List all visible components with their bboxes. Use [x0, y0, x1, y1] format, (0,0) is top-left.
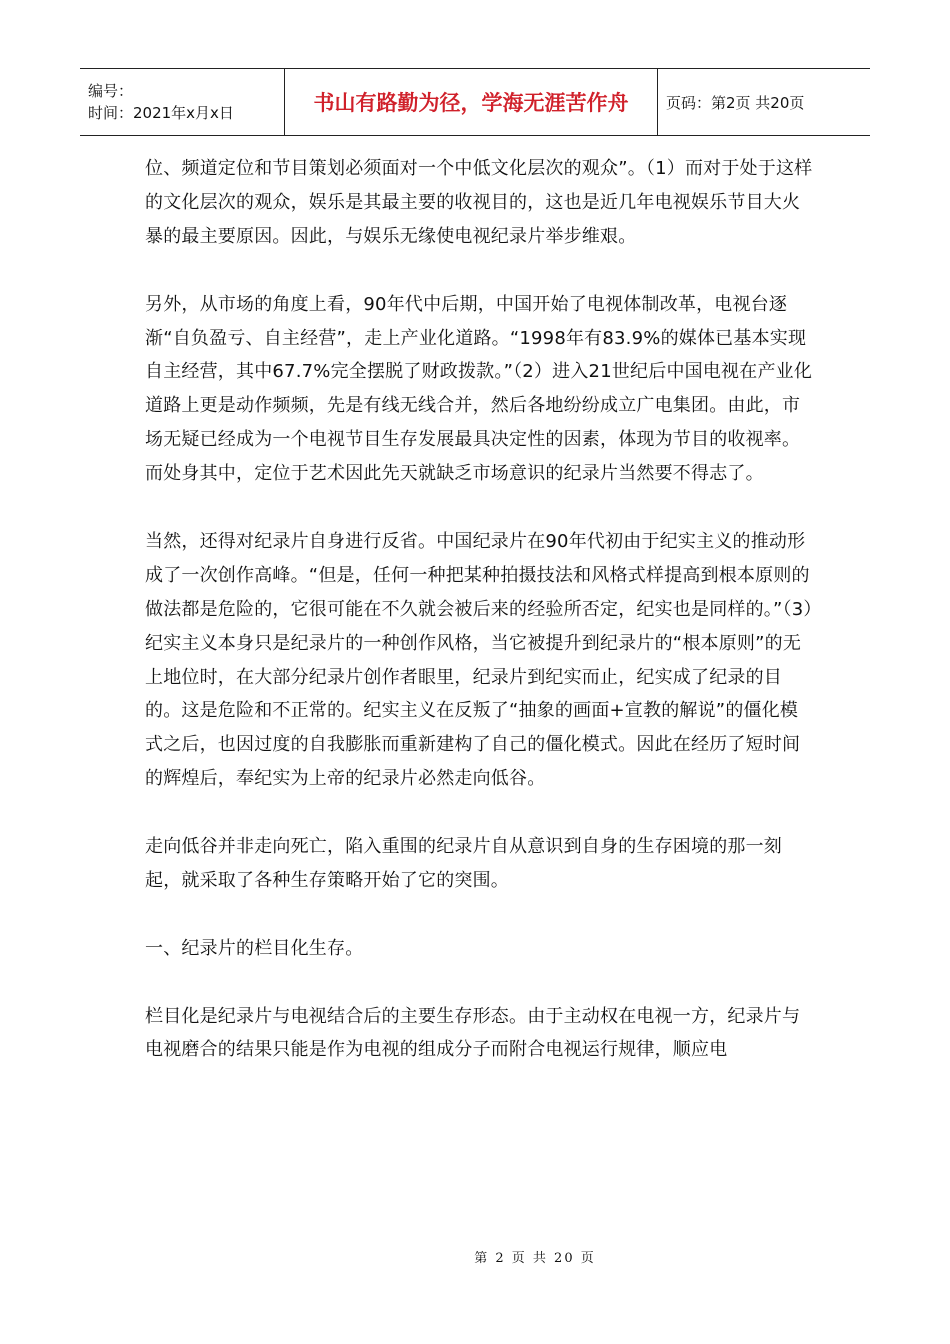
header-motto [284, 69, 658, 135]
document-body [145, 152, 815, 1101]
paragraph: 位、频道定位和节目策划必须面对一个中低文化层次的观众”。（1）而对于处于这样的文化层次的观众，娱乐是其最主要的收视目的，这也是近几年电视娱乐节目大火暴的最主要原因。因此，与娱乐无缘使电视纪录片举步维艰。 [145, 158, 813, 247]
paragraph: 另外，从市场的角度上看，90年代中后期，中国开始了电视体制改革，电视台逐渐“自负盈亏、自主经营”，走上产业化道路。“1998年有83.9%的媒体已基本实现自主经营，其中67.7%完全摆脱了财政拨款。”（2）进入21世纪后中国电视在产业化道路上更是动作频频，先是有线无线合并，然后各地纷纷成立广电集团。由此，市场无疑已经成为一个电视节目生存发展最具决定性的因素，体现为节目的收视率。而处身其中，定位于艺术因此先天就缺乏市场意识的纪录片当然要不得志了。 [145, 293, 813, 485]
header-meta [80, 69, 284, 135]
date-label: 时间：2021年x月x日 [88, 104, 234, 122]
page-header [80, 68, 870, 136]
paragraph: 走向低谷并非走向死亡，陷入重围的纪录片自从意识到自身的生存困境的那一刻起，就采取了各种生存策略开始了它的突围。 [145, 836, 782, 891]
motto-text: 书山有路勤为径，学海无涯苦作舟 [313, 90, 629, 115]
page-footer [0, 1247, 950, 1266]
section-heading: 一、纪录片的栏目化生存。 [145, 937, 364, 959]
footer-page-number: 第 2 页 共 20 页 [474, 1251, 596, 1266]
paragraph: 栏目化是纪录片与电视结合后的主要生存形态。由于主动权在电视一方，纪录片与电视磨合的结果只能是作为电视的组成分子而附合电视运行规律，顺应电 [145, 1005, 801, 1061]
page-info-text: 页码：第2页 共20页 [666, 93, 805, 112]
header-page-info [658, 69, 870, 135]
paragraph: 当然，还得对纪录片自身进行反省。中国纪录片在90年代初由于纪实主义的推动形成了一次创作高峰。“但是，任何一种把某种拍摄技法和风格式样提高到根本原则的做法都是危险的，它很可能在不久就会被后来的经验所否定，纪实也是同样的。”（3）纪实主义本身只是纪录片的一种创作风格，当它被提升到纪录片的“根本原则”的无上地位时，在大部分纪录片创作者眼里，纪录片到纪实而止，纪实成了纪录的目的。这是危险和不正常的。纪实主义在反叛了“抽象的画面+宣教的解说”的僵化模式之后，也因过度的自我膨胀而重新建构了自己的僵化模式。因此在经历了短时间的辉煌后，奉纪实为上帝的纪录片必然走向低谷。 [145, 530, 813, 790]
number-label: 编号： [88, 82, 134, 100]
